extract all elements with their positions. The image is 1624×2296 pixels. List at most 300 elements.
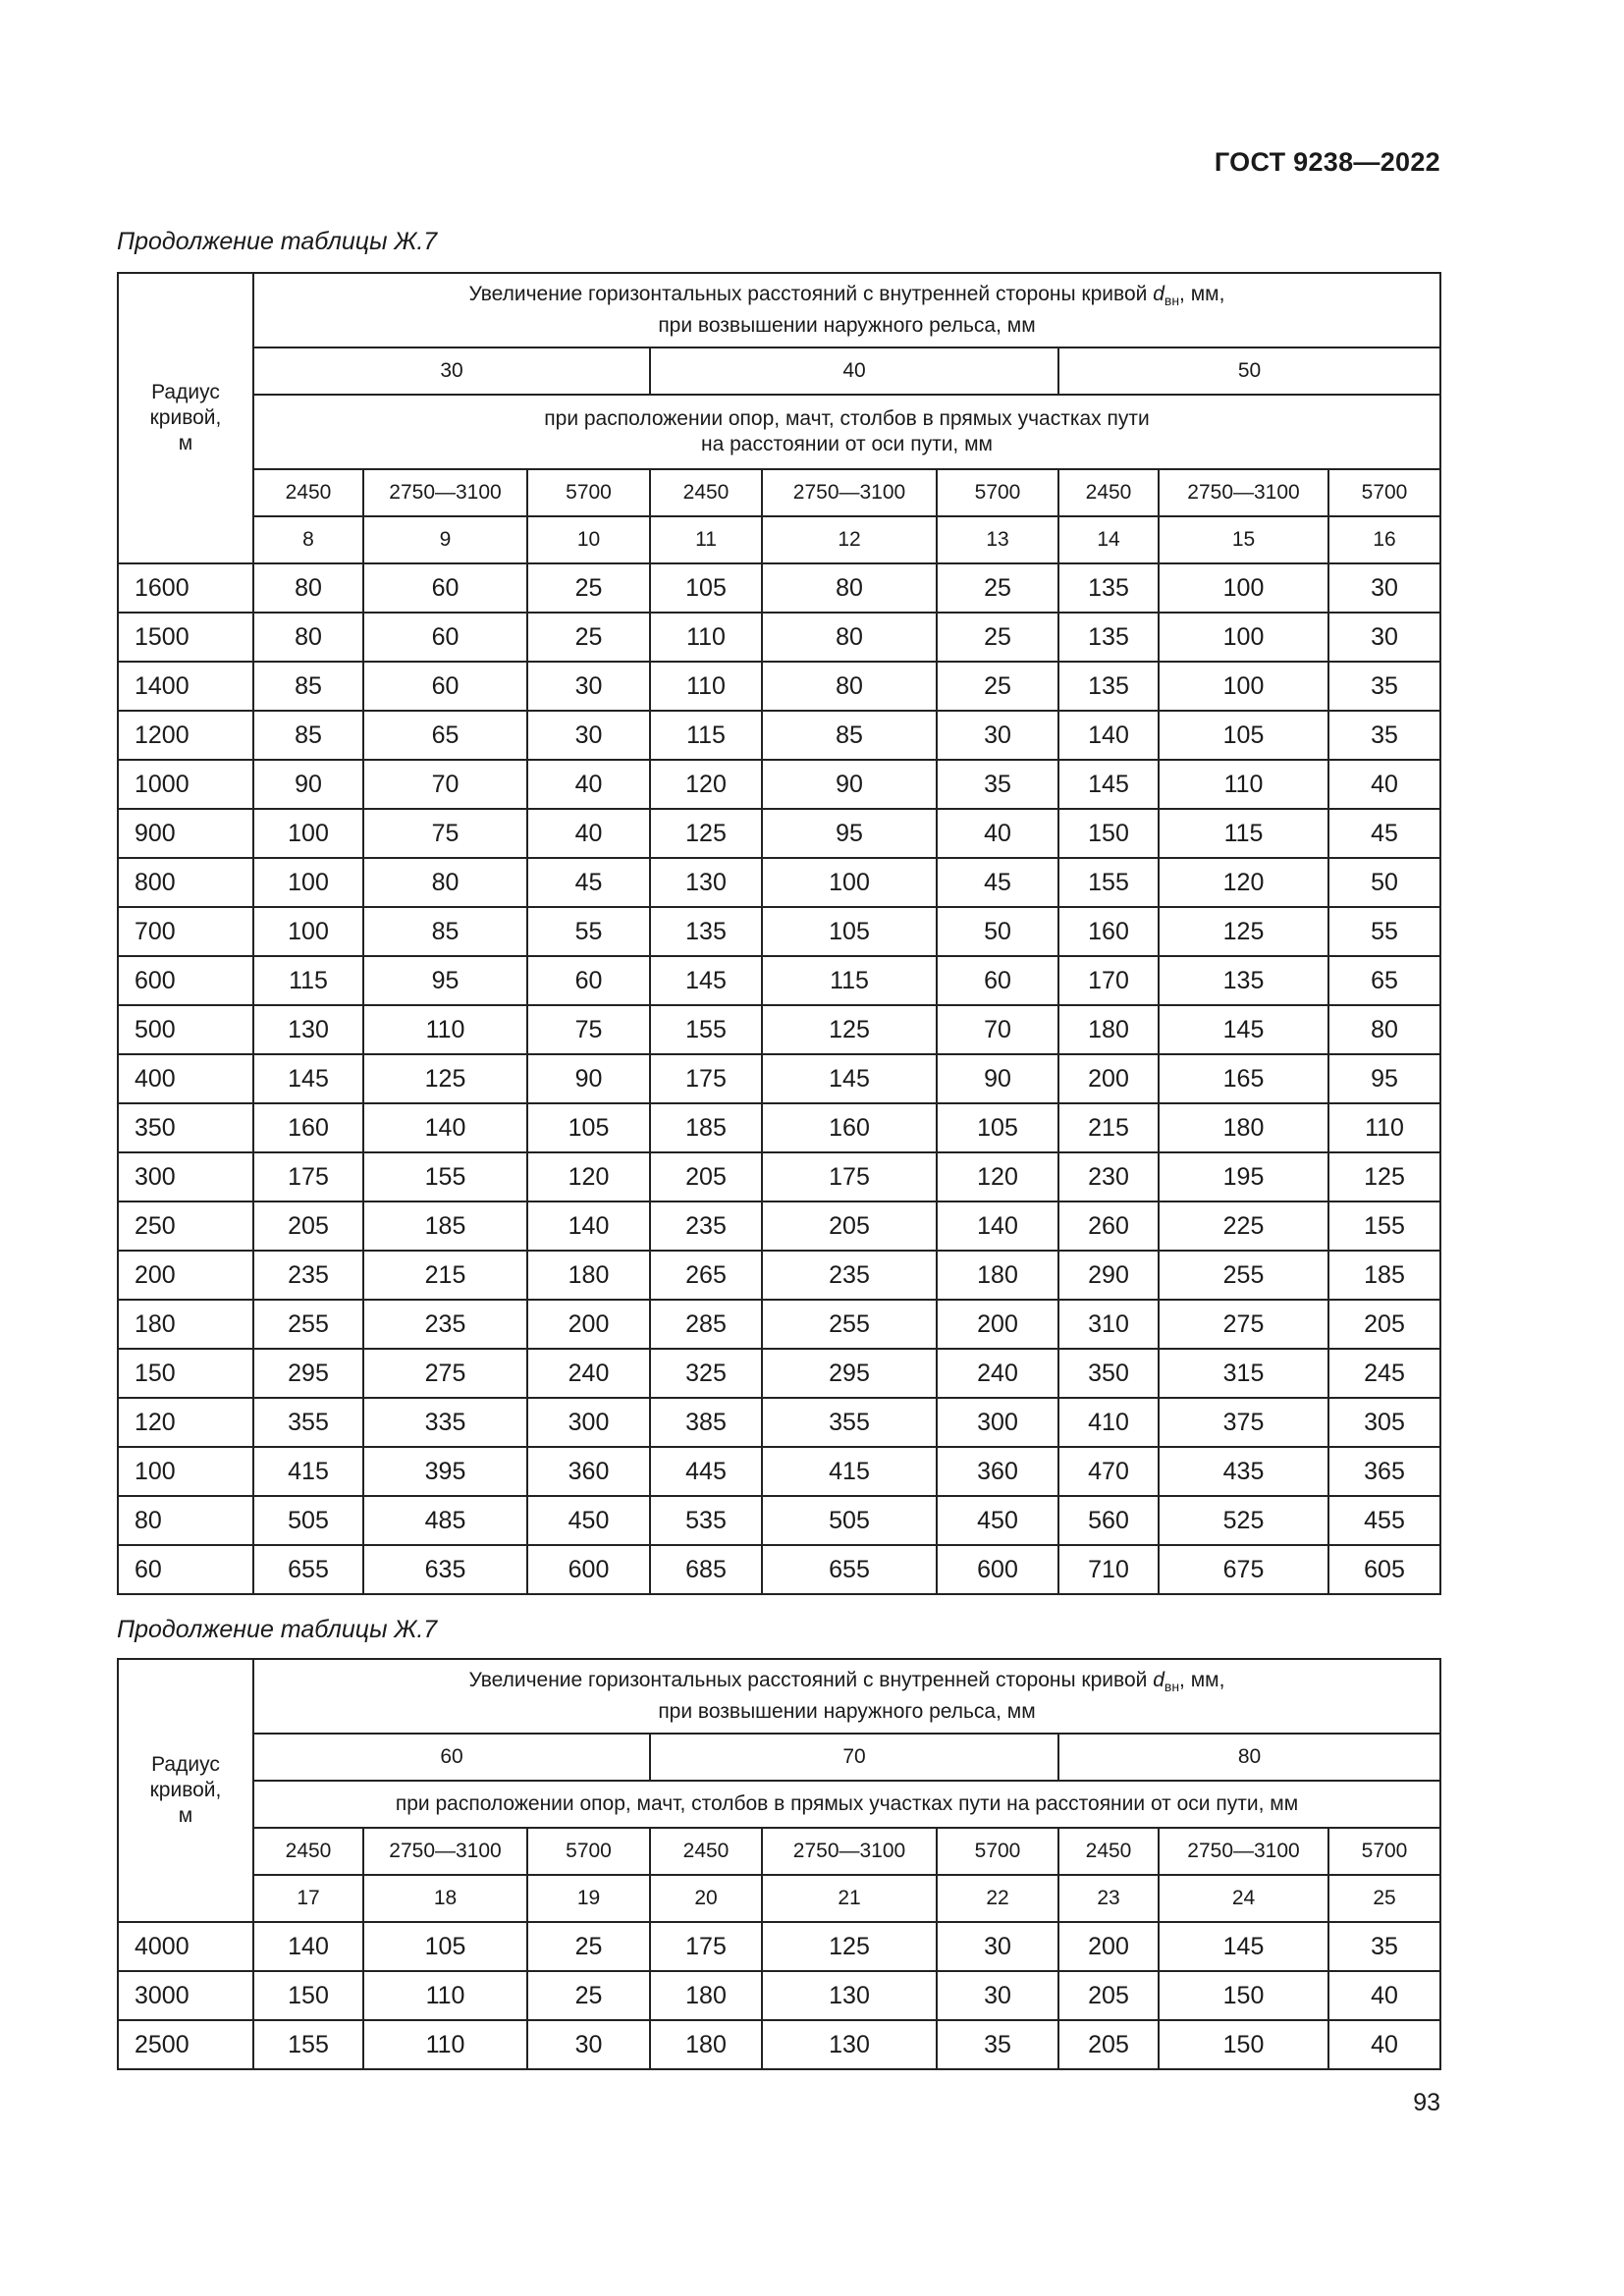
distance-header: 2450: [650, 1828, 762, 1875]
table-row: [118, 563, 1440, 613]
distance-header: 2450: [253, 469, 363, 516]
value-cell: 255: [253, 1300, 363, 1349]
column-number: 23: [1058, 1875, 1159, 1922]
value-cell: 150: [1159, 2020, 1328, 2069]
table1: [117, 272, 1441, 1595]
column-number: 18: [363, 1875, 527, 1922]
column-number: 17: [253, 1875, 363, 1922]
value-cell: 180: [650, 1971, 762, 2020]
radius-cell: 1200: [118, 711, 253, 760]
table-row: [118, 613, 1440, 662]
value-cell: 235: [363, 1300, 527, 1349]
value-cell: 355: [253, 1398, 363, 1447]
table-row: [118, 1922, 1440, 1971]
radius-cell: 900: [118, 809, 253, 858]
value-cell: 655: [253, 1545, 363, 1594]
value-cell: 265: [650, 1251, 762, 1300]
value-cell: 30: [937, 1971, 1058, 2020]
value-cell: 145: [253, 1054, 363, 1103]
value-cell: 295: [762, 1349, 937, 1398]
value-cell: 200: [1058, 1054, 1159, 1103]
value-cell: 205: [253, 1201, 363, 1251]
value-cell: 275: [363, 1349, 527, 1398]
value-cell: 155: [650, 1005, 762, 1054]
distance-header: 5700: [1328, 469, 1440, 516]
value-cell: 35: [937, 760, 1058, 809]
value-cell: 360: [527, 1447, 650, 1496]
value-cell: 145: [762, 1054, 937, 1103]
table-row: [118, 1398, 1440, 1447]
value-cell: 185: [650, 1103, 762, 1152]
value-cell: 35: [1328, 711, 1440, 760]
value-cell: 140: [527, 1201, 650, 1251]
value-cell: 115: [1159, 809, 1328, 858]
distance-header: 2450: [650, 469, 762, 516]
column-number: 12: [762, 516, 937, 563]
column-number: 25: [1328, 1875, 1440, 1922]
value-cell: 325: [650, 1349, 762, 1398]
value-cell: 130: [650, 858, 762, 907]
value-cell: 120: [1159, 858, 1328, 907]
value-cell: 85: [762, 711, 937, 760]
value-cell: 600: [937, 1545, 1058, 1594]
value-cell: 215: [1058, 1103, 1159, 1152]
value-cell: 245: [1328, 1349, 1440, 1398]
value-cell: 150: [253, 1971, 363, 2020]
table-row: [118, 711, 1440, 760]
value-cell: 100: [253, 858, 363, 907]
value-cell: 125: [363, 1054, 527, 1103]
table-row: [118, 809, 1440, 858]
column-number: 21: [762, 1875, 937, 1922]
value-cell: 155: [1058, 858, 1159, 907]
value-cell: 80: [762, 662, 937, 711]
distance-header: 5700: [937, 1828, 1058, 1875]
value-cell: 85: [253, 711, 363, 760]
value-cell: 205: [1328, 1300, 1440, 1349]
value-cell: 350: [1058, 1349, 1159, 1398]
value-cell: 155: [253, 2020, 363, 2069]
column-number: 24: [1159, 1875, 1328, 1922]
table-row: [118, 1054, 1440, 1103]
value-cell: 315: [1159, 1349, 1328, 1398]
column-number-row: [118, 1875, 1440, 1922]
value-cell: 145: [1159, 1005, 1328, 1054]
table-row: [118, 1300, 1440, 1349]
value-cell: 605: [1328, 1545, 1440, 1594]
value-cell: 205: [650, 1152, 762, 1201]
value-cell: 40: [527, 760, 650, 809]
value-cell: 25: [527, 613, 650, 662]
value-cell: 25: [937, 613, 1058, 662]
main-header: Увеличение горизонтальных расстояний с внутренней стороны кривой $d_{вн}$, мм, при возвышении наружного рельса, мм: [253, 273, 1440, 347]
radius-cell: 700: [118, 907, 253, 956]
value-cell: 385: [650, 1398, 762, 1447]
value-cell: 365: [1328, 1447, 1440, 1496]
value-cell: 30: [1328, 613, 1440, 662]
column-number: 15: [1159, 516, 1328, 563]
value-cell: 135: [1058, 563, 1159, 613]
value-cell: 115: [253, 956, 363, 1005]
radius-cell: 400: [118, 1054, 253, 1103]
value-cell: 200: [937, 1300, 1058, 1349]
value-cell: 90: [937, 1054, 1058, 1103]
value-cell: 120: [937, 1152, 1058, 1201]
column-number: 14: [1058, 516, 1159, 563]
radius-cell: 150: [118, 1349, 253, 1398]
distance-row: [118, 469, 1440, 516]
value-cell: 125: [762, 1005, 937, 1054]
value-cell: 130: [762, 1971, 937, 2020]
value-cell: 485: [363, 1496, 527, 1545]
value-cell: 60: [363, 613, 527, 662]
value-cell: 40: [527, 809, 650, 858]
value-cell: 180: [650, 2020, 762, 2069]
value-cell: 95: [363, 956, 527, 1005]
column-number: 16: [1328, 516, 1440, 563]
column-number: 10: [527, 516, 650, 563]
value-cell: 175: [650, 1054, 762, 1103]
radius-header: Радиус кривой, м: [118, 1659, 253, 1922]
value-cell: 150: [1159, 1971, 1328, 2020]
distance-header: 5700: [937, 469, 1058, 516]
value-cell: 125: [762, 1922, 937, 1971]
value-cell: 360: [937, 1447, 1058, 1496]
radius-cell: 500: [118, 1005, 253, 1054]
value-cell: 90: [762, 760, 937, 809]
value-cell: 415: [253, 1447, 363, 1496]
value-cell: 255: [1159, 1251, 1328, 1300]
value-cell: 335: [363, 1398, 527, 1447]
value-cell: 125: [650, 809, 762, 858]
column-number-row: [118, 516, 1440, 563]
value-cell: 675: [1159, 1545, 1328, 1594]
value-cell: 60: [363, 662, 527, 711]
value-cell: 80: [253, 613, 363, 662]
value-cell: 535: [650, 1496, 762, 1545]
value-cell: 255: [762, 1300, 937, 1349]
value-cell: 80: [762, 563, 937, 613]
value-cell: 285: [650, 1300, 762, 1349]
value-cell: 290: [1058, 1251, 1159, 1300]
value-cell: 125: [1159, 907, 1328, 956]
value-cell: 470: [1058, 1447, 1159, 1496]
value-cell: 170: [1058, 956, 1159, 1005]
value-cell: 35: [1328, 1922, 1440, 1971]
value-cell: 155: [363, 1152, 527, 1201]
value-cell: 125: [1328, 1152, 1440, 1201]
value-cell: 60: [527, 956, 650, 1005]
value-cell: 30: [937, 711, 1058, 760]
value-cell: 160: [1058, 907, 1159, 956]
value-cell: 505: [762, 1496, 937, 1545]
radius-cell: 80: [118, 1496, 253, 1545]
value-cell: 300: [527, 1398, 650, 1447]
value-cell: 205: [762, 1201, 937, 1251]
value-cell: 40: [1328, 2020, 1440, 2069]
value-cell: 115: [650, 711, 762, 760]
elevation-header: 40: [650, 347, 1058, 395]
distance-header: 5700: [527, 1828, 650, 1875]
column-number: 19: [527, 1875, 650, 1922]
column-number: 22: [937, 1875, 1058, 1922]
value-cell: 30: [527, 662, 650, 711]
value-cell: 600: [527, 1545, 650, 1594]
standard-designation: ГОСТ 9238—2022: [1214, 147, 1440, 177]
value-cell: 235: [253, 1251, 363, 1300]
value-cell: 165: [1159, 1054, 1328, 1103]
value-cell: 25: [937, 662, 1058, 711]
value-cell: 40: [937, 809, 1058, 858]
value-cell: 105: [363, 1922, 527, 1971]
value-cell: 355: [762, 1398, 937, 1447]
value-cell: 110: [650, 662, 762, 711]
value-cell: 100: [253, 907, 363, 956]
value-cell: 635: [363, 1545, 527, 1594]
value-cell: 140: [363, 1103, 527, 1152]
value-cell: 100: [253, 809, 363, 858]
value-cell: 60: [363, 563, 527, 613]
elevation-header: 30: [253, 347, 650, 395]
value-cell: 110: [363, 2020, 527, 2069]
distance-header: 5700: [1328, 1828, 1440, 1875]
distance-header: 2450: [1058, 1828, 1159, 1875]
value-cell: 25: [527, 1971, 650, 2020]
column-number: 13: [937, 516, 1058, 563]
radius-cell: 120: [118, 1398, 253, 1447]
distance-header: 2750—3100: [1159, 469, 1328, 516]
value-cell: 205: [1058, 1971, 1159, 2020]
value-cell: 240: [937, 1349, 1058, 1398]
radius-header: Радиус кривой, м: [118, 273, 253, 563]
value-cell: 105: [650, 563, 762, 613]
value-cell: 95: [1328, 1054, 1440, 1103]
value-cell: 455: [1328, 1496, 1440, 1545]
value-cell: 105: [762, 907, 937, 956]
value-cell: 295: [253, 1349, 363, 1398]
value-cell: 115: [762, 956, 937, 1005]
value-cell: 235: [762, 1251, 937, 1300]
table-row: [118, 760, 1440, 809]
radius-cell: 300: [118, 1152, 253, 1201]
value-cell: 50: [1328, 858, 1440, 907]
value-cell: 205: [1058, 2020, 1159, 2069]
value-cell: 145: [1058, 760, 1159, 809]
radius-cell: 1400: [118, 662, 253, 711]
value-cell: 80: [253, 563, 363, 613]
value-cell: 85: [253, 662, 363, 711]
table1-body: [118, 563, 1440, 1594]
value-cell: 275: [1159, 1300, 1328, 1349]
value-cell: 35: [1328, 662, 1440, 711]
value-cell: 110: [363, 1005, 527, 1054]
table2-body: [118, 1922, 1440, 2069]
table-row: [118, 1201, 1440, 1251]
value-cell: 65: [1328, 956, 1440, 1005]
value-cell: 240: [527, 1349, 650, 1398]
distance-header: 2750—3100: [762, 469, 937, 516]
value-cell: 95: [762, 809, 937, 858]
value-cell: 25: [527, 1922, 650, 1971]
table1-caption: Продолжение таблицы Ж.7: [117, 228, 438, 255]
value-cell: 135: [1058, 662, 1159, 711]
table-row: [118, 1152, 1440, 1201]
value-cell: 200: [1058, 1922, 1159, 1971]
value-cell: 80: [762, 613, 937, 662]
column-number: 8: [253, 516, 363, 563]
value-cell: 525: [1159, 1496, 1328, 1545]
value-cell: 145: [1159, 1922, 1328, 1971]
value-cell: 35: [937, 2020, 1058, 2069]
value-cell: 150: [1058, 809, 1159, 858]
value-cell: 110: [1159, 760, 1328, 809]
value-cell: 145: [650, 956, 762, 1005]
value-cell: 70: [363, 760, 527, 809]
elevation-header: 50: [1058, 347, 1440, 395]
radius-cell: 1600: [118, 563, 253, 613]
radius-cell: 4000: [118, 1922, 253, 1971]
main-header: Увеличение горизонтальных расстояний с внутренней стороны кривой $d_{вн}$, мм, при возвышении наружного рельса, мм: [253, 1659, 1440, 1734]
table-row: [118, 907, 1440, 956]
table-row: [118, 858, 1440, 907]
value-cell: 180: [1058, 1005, 1159, 1054]
value-cell: 120: [650, 760, 762, 809]
value-cell: 100: [1159, 563, 1328, 613]
value-cell: 215: [363, 1251, 527, 1300]
table-row: [118, 2020, 1440, 2069]
value-cell: 110: [1328, 1103, 1440, 1152]
elevation-header: 80: [1058, 1734, 1440, 1781]
value-cell: 175: [650, 1922, 762, 1971]
table-row: [118, 1349, 1440, 1398]
value-cell: 45: [527, 858, 650, 907]
value-cell: 140: [1058, 711, 1159, 760]
table-row: [118, 662, 1440, 711]
column-number: 20: [650, 1875, 762, 1922]
value-cell: 65: [363, 711, 527, 760]
value-cell: 30: [1328, 563, 1440, 613]
value-cell: 435: [1159, 1447, 1328, 1496]
value-cell: 90: [253, 760, 363, 809]
value-cell: 195: [1159, 1152, 1328, 1201]
value-cell: 260: [1058, 1201, 1159, 1251]
value-cell: 160: [253, 1103, 363, 1152]
page-number: 93: [1413, 2089, 1440, 2116]
value-cell: 415: [762, 1447, 937, 1496]
value-cell: 185: [363, 1201, 527, 1251]
value-cell: 300: [937, 1398, 1058, 1447]
value-cell: 155: [1328, 1201, 1440, 1251]
table-row: [118, 1545, 1440, 1594]
value-cell: 200: [527, 1300, 650, 1349]
value-cell: 80: [363, 858, 527, 907]
value-cell: 410: [1058, 1398, 1159, 1447]
radius-cell: 1500: [118, 613, 253, 662]
placement-header: при расположении опор, мачт, столбов в прямых участках пути на расстоянии от оси пути, мм: [253, 395, 1440, 469]
value-cell: 70: [937, 1005, 1058, 1054]
value-cell: 130: [253, 1005, 363, 1054]
value-cell: 25: [937, 563, 1058, 613]
value-cell: 560: [1058, 1496, 1159, 1545]
radius-cell: 2500: [118, 2020, 253, 2069]
value-cell: 30: [527, 2020, 650, 2069]
column-number: 9: [363, 516, 527, 563]
value-cell: 45: [937, 858, 1058, 907]
value-cell: 120: [527, 1152, 650, 1201]
radius-cell: 250: [118, 1201, 253, 1251]
value-cell: 445: [650, 1447, 762, 1496]
table-row: [118, 1005, 1440, 1054]
value-cell: 235: [650, 1201, 762, 1251]
value-cell: 175: [253, 1152, 363, 1201]
distance-header: 5700: [527, 469, 650, 516]
value-cell: 450: [527, 1496, 650, 1545]
value-cell: 175: [762, 1152, 937, 1201]
table2: [117, 1658, 1441, 2070]
value-cell: 310: [1058, 1300, 1159, 1349]
value-cell: 80: [1328, 1005, 1440, 1054]
value-cell: 30: [937, 1922, 1058, 1971]
radius-cell: 350: [118, 1103, 253, 1152]
value-cell: 710: [1058, 1545, 1159, 1594]
distance-header: 2750—3100: [363, 469, 527, 516]
value-cell: 75: [527, 1005, 650, 1054]
value-cell: 135: [1058, 613, 1159, 662]
value-cell: 140: [253, 1922, 363, 1971]
distance-header: 2450: [1058, 469, 1159, 516]
value-cell: 655: [762, 1545, 937, 1594]
radius-cell: 1000: [118, 760, 253, 809]
value-cell: 85: [363, 907, 527, 956]
value-cell: 75: [363, 809, 527, 858]
radius-cell: 100: [118, 1447, 253, 1496]
value-cell: 55: [1328, 907, 1440, 956]
value-cell: 135: [650, 907, 762, 956]
value-cell: 100: [1159, 662, 1328, 711]
value-cell: 225: [1159, 1201, 1328, 1251]
value-cell: 180: [1159, 1103, 1328, 1152]
value-cell: 90: [527, 1054, 650, 1103]
value-cell: 55: [527, 907, 650, 956]
value-cell: 450: [937, 1496, 1058, 1545]
value-cell: 395: [363, 1447, 527, 1496]
radius-cell: 200: [118, 1251, 253, 1300]
value-cell: 110: [363, 1971, 527, 2020]
value-cell: 60: [937, 956, 1058, 1005]
value-cell: 30: [527, 711, 650, 760]
value-cell: 505: [253, 1496, 363, 1545]
value-cell: 105: [937, 1103, 1058, 1152]
radius-cell: 60: [118, 1545, 253, 1594]
value-cell: 40: [1328, 1971, 1440, 2020]
value-cell: 135: [1159, 956, 1328, 1005]
table2-caption: Продолжение таблицы Ж.7: [117, 1616, 438, 1643]
radius-cell: 180: [118, 1300, 253, 1349]
value-cell: 305: [1328, 1398, 1440, 1447]
value-cell: 110: [650, 613, 762, 662]
table-row: [118, 1447, 1440, 1496]
value-cell: 105: [1159, 711, 1328, 760]
value-cell: 160: [762, 1103, 937, 1152]
elevation-header: 60: [253, 1734, 650, 1781]
radius-cell: 800: [118, 858, 253, 907]
table-row: [118, 956, 1440, 1005]
value-cell: 50: [937, 907, 1058, 956]
value-cell: 685: [650, 1545, 762, 1594]
value-cell: 375: [1159, 1398, 1328, 1447]
table-row: [118, 1496, 1440, 1545]
distance-header: 2750—3100: [1159, 1828, 1328, 1875]
